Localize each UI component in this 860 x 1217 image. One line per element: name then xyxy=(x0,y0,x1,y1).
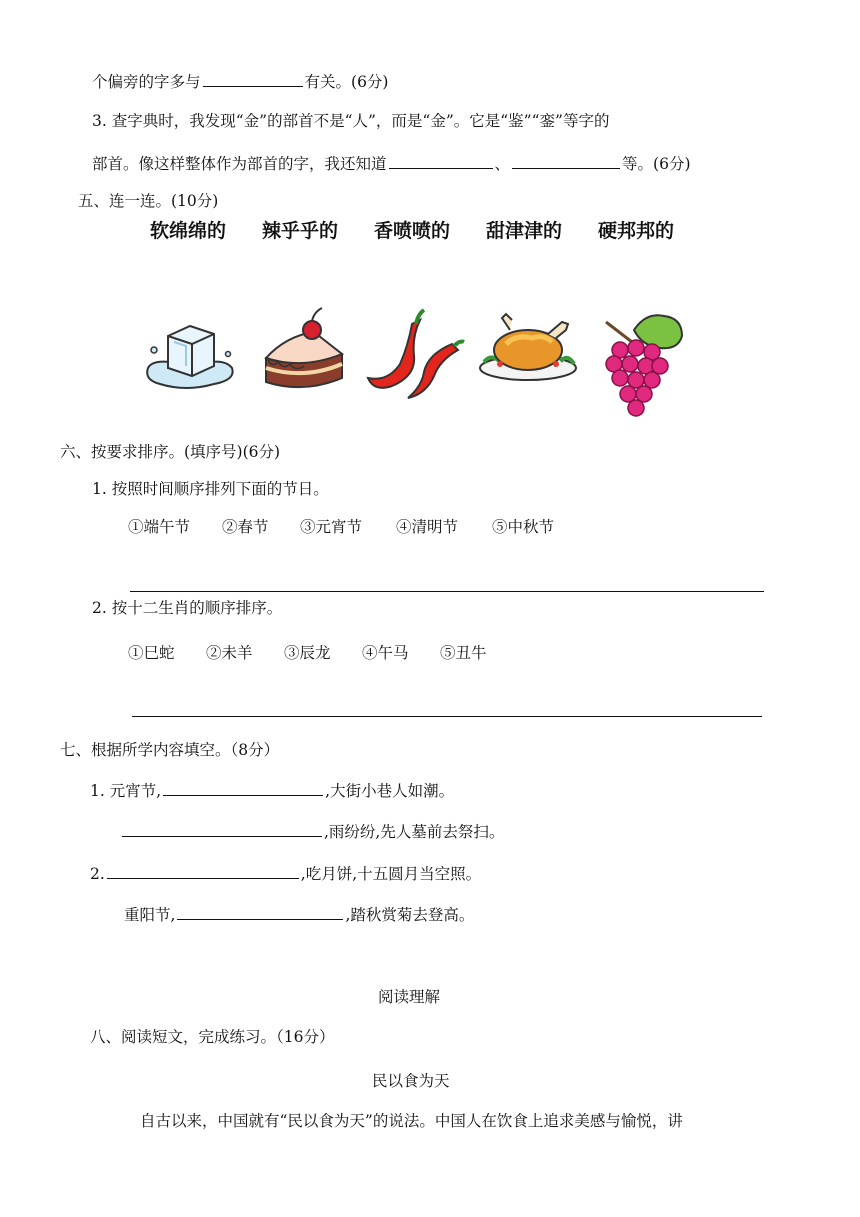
chili-pepper-icon[interactable] xyxy=(364,306,468,402)
separator: 、 xyxy=(494,155,511,173)
option: ⑤丑牛 xyxy=(440,644,487,662)
answer-line[interactable] xyxy=(130,591,764,592)
q4-line2 xyxy=(92,71,388,93)
ice-cube-icon[interactable] xyxy=(140,306,240,396)
grapes-icon[interactable] xyxy=(598,306,688,418)
answer-line[interactable] xyxy=(132,716,762,717)
q7-line4-prefix: 重阳节, xyxy=(124,906,176,924)
passage-title: 民以食为天 xyxy=(372,1072,450,1090)
q7-line4 xyxy=(124,904,474,926)
q5-title: 五、连一连。(10分) xyxy=(78,192,219,210)
option: ①端午节 xyxy=(128,518,191,536)
q7-line1-prefix: 1. 元宵节, xyxy=(90,782,162,800)
q7-line3-prefix: 2. xyxy=(90,865,105,883)
q4-line2-prefix: 个偏旁的字多与 xyxy=(92,73,201,91)
q4-item3-line1: 3. 查字典时，我发现“金”的部首不是“人”，而是“金”。它是“鉴”“銮”等字的 xyxy=(92,112,610,130)
answer-blank[interactable] xyxy=(122,821,322,837)
q7-line1 xyxy=(90,780,454,802)
q5-picture-row xyxy=(138,306,698,418)
q7-line2 xyxy=(120,821,504,843)
q6-item1: 1. 按照时间顺序排列下面的节日。 xyxy=(92,480,329,498)
option: ③辰龙 xyxy=(284,644,331,662)
q8-title: 八、阅读短文，完成练习。（16分） xyxy=(90,1028,335,1046)
q7-line2-suffix: ,雨纷纷,先人墓前去祭扫。 xyxy=(324,823,505,841)
q6-item2: 2. 按十二生肖的顺序排序。 xyxy=(92,599,283,617)
answer-blank[interactable] xyxy=(177,904,343,920)
option: ④午马 xyxy=(362,644,409,662)
q4-item3-prefix: 部首。像这样整体作为部首的字，我还知道 xyxy=(92,155,387,173)
section-title: 阅读理解 xyxy=(378,988,441,1006)
option: ④清明节 xyxy=(396,518,459,536)
option: ⑤中秋节 xyxy=(492,518,555,536)
answer-blank[interactable] xyxy=(163,780,323,796)
answer-blank[interactable] xyxy=(107,863,299,879)
q4-item3-line2 xyxy=(92,153,691,175)
cake-icon[interactable] xyxy=(256,306,354,398)
q7-title: 七、根据所学内容填空。（8分） xyxy=(60,741,280,759)
word-hard[interactable]: 硬邦邦的 xyxy=(598,220,675,242)
word-spicy[interactable]: 辣乎乎的 xyxy=(262,220,339,242)
answer-blank[interactable] xyxy=(203,71,303,87)
answer-blank[interactable] xyxy=(512,153,620,169)
q7-line1-suffix: ,大街小巷人如潮。 xyxy=(325,782,455,800)
word-fragrant[interactable]: 香喷喷的 xyxy=(374,220,451,242)
option: ③元宵节 xyxy=(300,518,363,536)
option: ②未羊 xyxy=(206,644,253,662)
q7-line3-suffix: ,吃月饼,十五圆月当空照。 xyxy=(300,865,482,883)
passage-paragraph: 自古以来，中国就有“民以食为天”的说法。中国人在饮食上追求美感与愉悦，讲 xyxy=(140,1112,683,1130)
q7-line4-suffix: ,踏秋赏菊去登高。 xyxy=(345,906,475,924)
answer-blank[interactable] xyxy=(389,153,493,169)
option: ②春节 xyxy=(222,518,269,536)
word-sweet[interactable]: 甜津津的 xyxy=(486,220,563,242)
word-soft[interactable]: 软绵绵的 xyxy=(150,220,227,242)
q4-item3-suffix: 等。(6分) xyxy=(622,155,691,173)
option: ①巳蛇 xyxy=(128,644,175,662)
q6-title: 六、按要求排序。(填序号)(6分) xyxy=(60,443,281,461)
q4-line2-suffix: 有关。(6分) xyxy=(304,73,389,91)
q7-line3 xyxy=(90,863,481,885)
roast-chicken-icon[interactable] xyxy=(476,306,580,386)
